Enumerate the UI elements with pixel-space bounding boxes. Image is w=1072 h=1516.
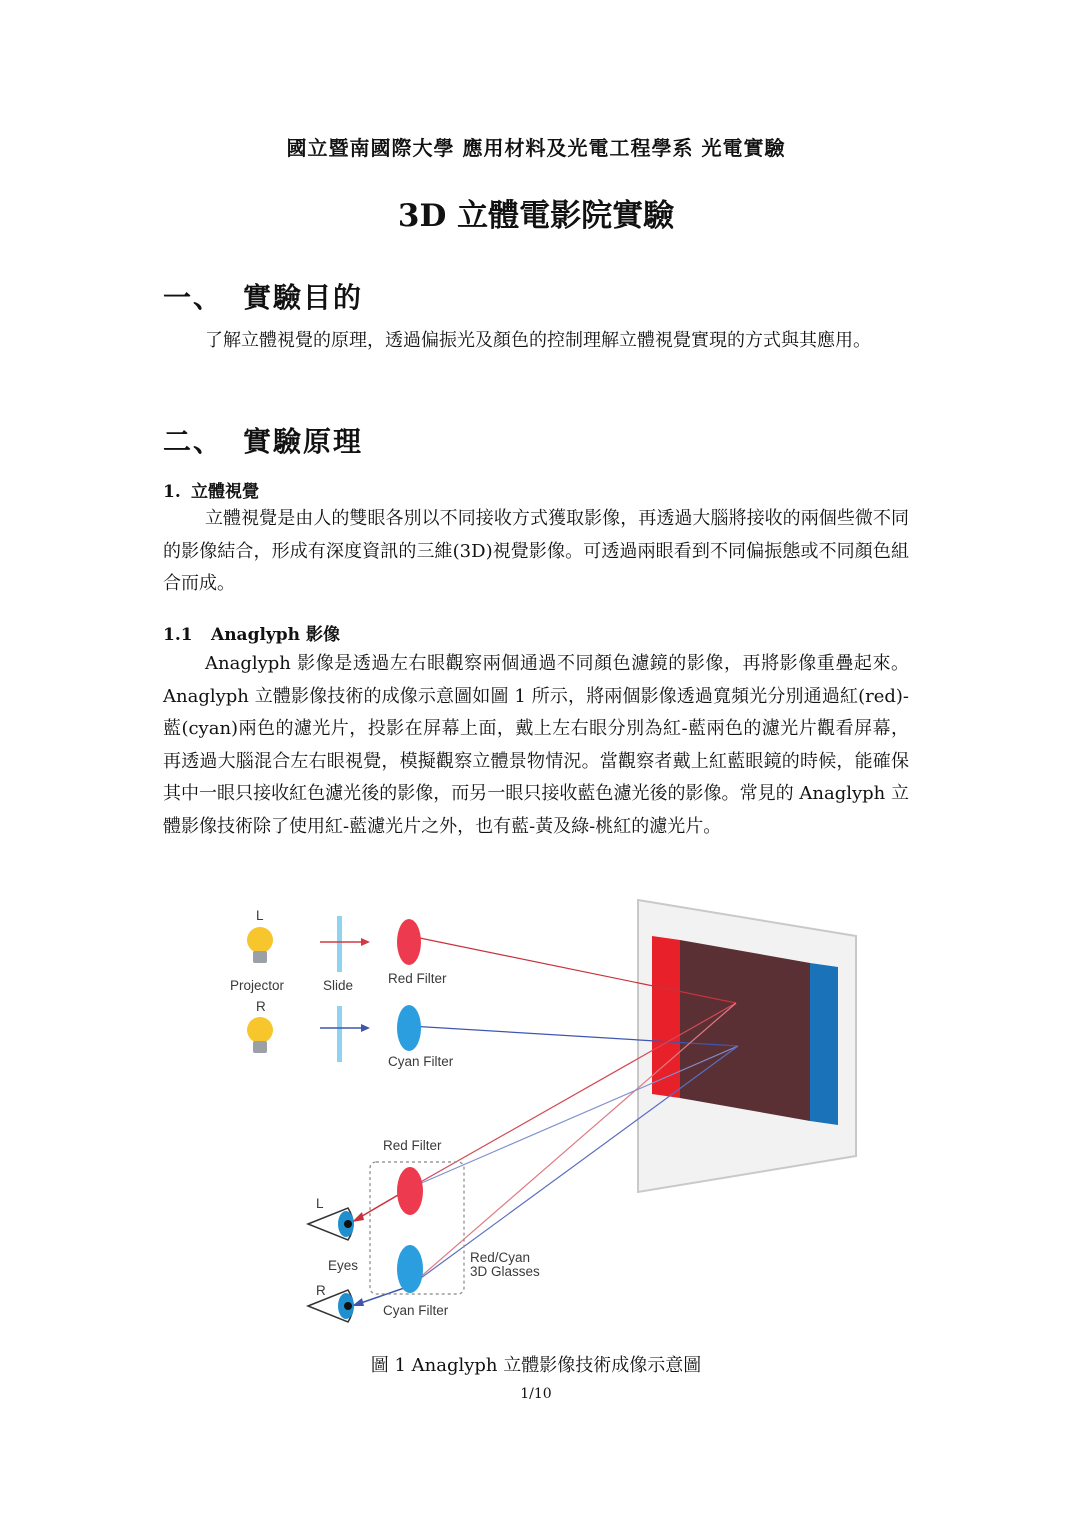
- label-glasses-line2: 3D Glasses: [470, 1264, 540, 1279]
- slide-right: [337, 1006, 342, 1062]
- lightbulb-icon: [247, 1017, 273, 1053]
- subsection-title: Anaglyph 影像: [211, 625, 340, 645]
- section-heading-purpose: [163, 276, 363, 316]
- subsection-title: 立體視覺: [191, 482, 259, 502]
- subsection-heading-anaglyph: [163, 620, 340, 645]
- figure-caption: 圖 1 Anaglyph 立體影像技術成像示意圖: [370, 1355, 702, 1376]
- arrowhead-left-eye: [352, 1212, 364, 1222]
- arrowhead-red-beam: [361, 938, 370, 946]
- arrowhead-cyan-beam: [361, 1024, 370, 1032]
- section-heading-principle: [163, 420, 363, 460]
- label-left-projector: L: [256, 908, 264, 923]
- slide-left: [337, 916, 342, 972]
- red-filter-projector: [397, 919, 421, 965]
- document-header: 國立暨南國際大學 應用材料及光電工程學系 光電實驗: [286, 136, 786, 160]
- section-number: 一、: [163, 281, 224, 314]
- page-number: 1/10: [520, 1386, 552, 1402]
- label-red-filter-top: Red Filter: [388, 971, 447, 986]
- label-slide: Slide: [323, 978, 354, 993]
- label-eyes: Eyes: [328, 1258, 359, 1273]
- label-glasses-line1: Red/Cyan: [470, 1250, 531, 1265]
- subsection-heading-stereo-vision: [163, 477, 259, 502]
- right-eye-icon: [308, 1290, 354, 1322]
- section-title: 實驗目的: [243, 281, 364, 314]
- label-red-filter-bottom: Red Filter: [383, 1138, 442, 1153]
- label-cyan-filter-top: Cyan Filter: [388, 1054, 454, 1069]
- subsection-number: 1.: [163, 482, 181, 502]
- screen-cyan-image: [810, 963, 838, 1125]
- label-right-eye: R: [316, 1283, 326, 1298]
- stereo-vision-paragraph: 立體視覺是由人的雙眼各別以不同接收方式獲取影像，再透過大腦將接收的兩個些微不同的影像結合，形成有深度資訊的三維(3D)視覺影像。可透過兩眼看到不同偏振態或不同顏色組合而成。: [163, 508, 909, 594]
- label-right-projector: R: [256, 999, 266, 1014]
- section-number: 二、: [163, 425, 224, 458]
- label-cyan-filter-bottom: Cyan Filter: [383, 1303, 449, 1318]
- lightbulb-icon: [247, 927, 273, 963]
- cyan-filter-glasses: [397, 1245, 423, 1293]
- anaglyph-diagram: [218, 896, 864, 1342]
- red-filter-glasses: [397, 1167, 423, 1215]
- screen-red-image: [652, 936, 680, 1098]
- label-left-eye: L: [316, 1196, 324, 1211]
- cyan-filter-projector: [397, 1005, 421, 1051]
- document-title: 3D 立體電影院實驗: [397, 198, 675, 234]
- anaglyph-diagram-svg: [218, 896, 864, 1342]
- label-projector: Projector: [230, 978, 285, 993]
- section-title: 實驗原理: [243, 425, 364, 458]
- left-eye-icon: [308, 1208, 354, 1240]
- screen-overlap-image: [680, 940, 810, 1121]
- purpose-paragraph: 了解立體視覺的原理，透過偏振光及顏色的控制理解立體視覺實現的方式與其應用。: [205, 330, 871, 351]
- subsection-number: 1.1: [163, 625, 193, 645]
- anaglyph-paragraph: Anaglyph 影像是透過左右眼觀察兩個通過不同顏色濾鏡的影像，再將影像重疊起來。Anaglyph 立體影像技術的成像示意圖如圖 1 所示，將兩個影像透過寬頻光分別通過紅(red)-藍(cyan)兩色的濾光片，投影在屏幕上面，戴上左右眼分別為紅-藍兩色的濾光片觀看屏幕，再透過大腦混合左右眼視覺，模擬觀察立體景物情況。當觀察者戴上紅藍眼鏡的時候，能確保其中一眼只接收紅色濾光後的影像，而另一眼只接收藍色濾光後的影像。常見的 Anaglyph 立體影像技術除了使用紅-藍濾光片之外，也有藍-黃及綠-桃紅的濾光片。: [163, 653, 909, 837]
